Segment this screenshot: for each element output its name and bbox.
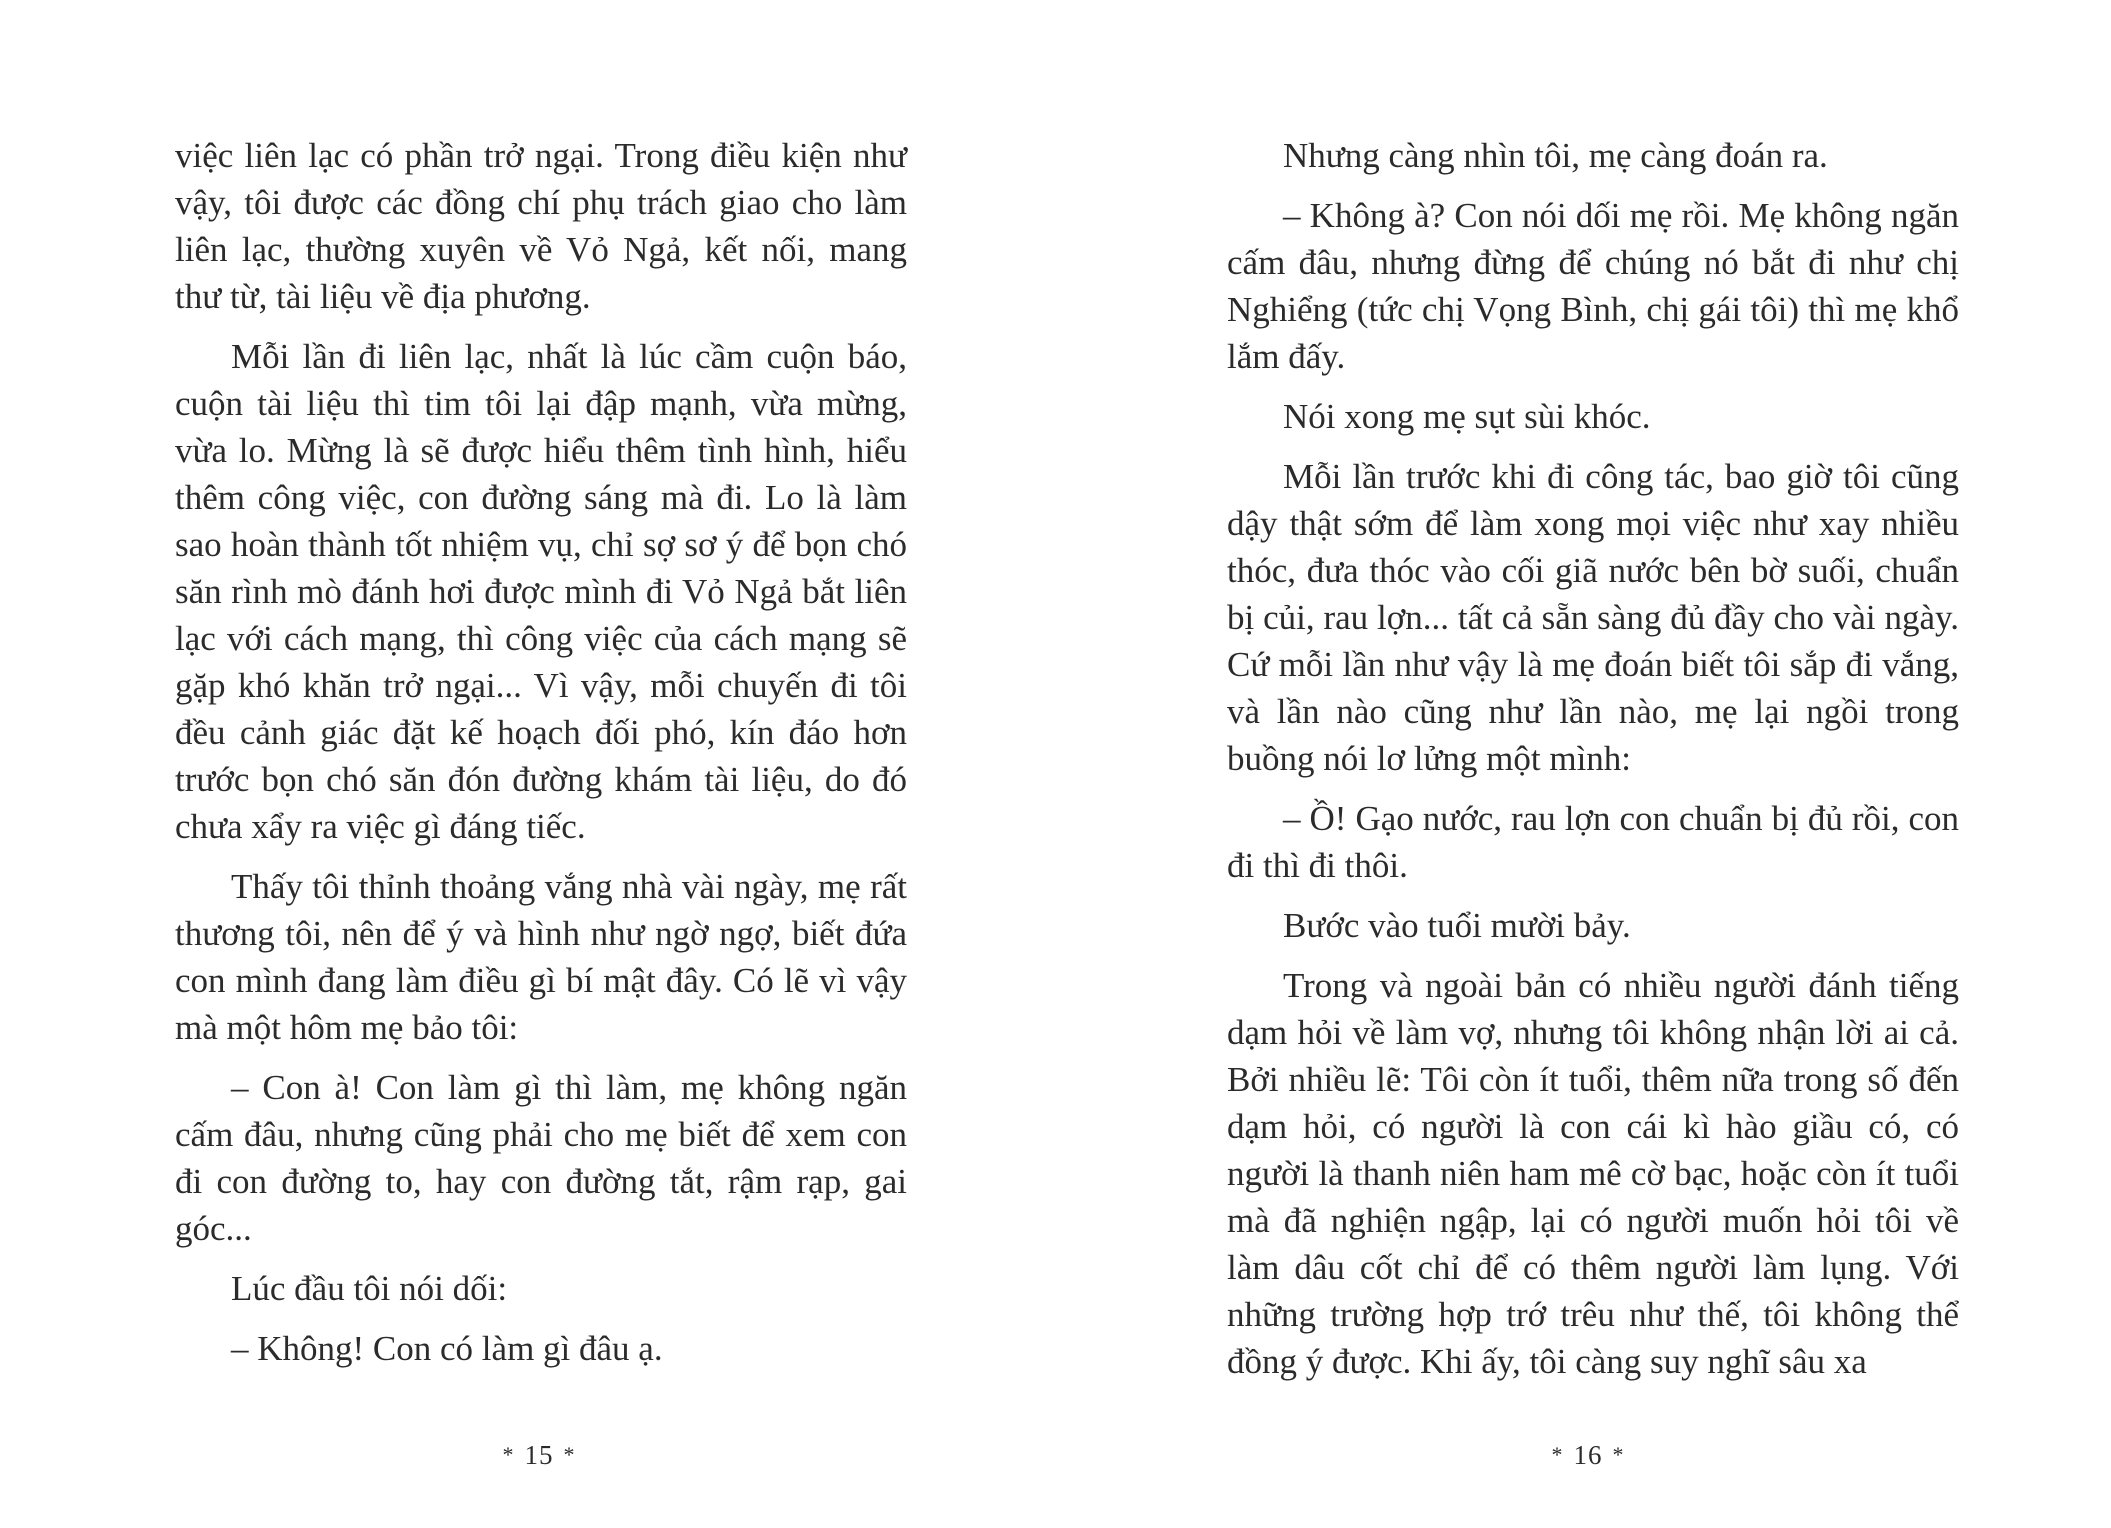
paragraph: việc liên lạc có phần trở ngại. Trong điều kiện như vậy, tôi được các đồng chí phụ trách giao cho làm liên lạc, thường xuyên về Vỏ Ngả, kết nối, mang thư từ, tài liệu về địa phương.: [175, 136, 907, 316]
paragraph: Mỗi lần trước khi đi công tác, bao giờ tôi cũng dậy thật sớm để làm xong mọi việc như xay nhiều thóc, đưa thóc vào cối giã nước bên bờ suối, chuẩn bị củi, rau lợn... tất cả sẵn sàng đủ đầy cho vài ngày. Cứ mỗi lần như vậy là mẹ đoán biết tôi sắp đi vắng, và lần nào cũng như lần nào, mẹ lại ngồi trong buồng nói lơ lửng một mình:: [1227, 457, 1959, 778]
right-page: [1056, 0, 2111, 1528]
paragraph: Bước vào tuổi mười bảy.: [1283, 906, 1631, 945]
paragraph: Lúc đầu tôi nói dối:: [231, 1269, 508, 1308]
paragraph: Nhưng càng nhìn tôi, mẹ càng đoán ra.: [1283, 136, 1828, 175]
dialogue-paragraph: – Con à! Con làm gì thì làm, mẹ không ngăn cấm đâu, nhưng cũng phải cho mẹ biết để xem con đi con đường to, hay con đường tắt, rậm rạp, gai góc...: [175, 1068, 907, 1248]
dialogue-paragraph: – Không à? Con nói dối mẹ rồi. Mẹ không ngăn cấm đâu, nhưng đừng để chúng nó bắt đi như chị Nghiểng (tức chị Vọng Bình, chị gái tôi) thì mẹ khổ lắm đấy.: [1227, 196, 1959, 376]
paragraph: Trong và ngoài bản có nhiều người đánh tiếng dạm hỏi về làm vợ, nhưng tôi không nhận lời ai cả. Bởi nhiều lẽ: Tôi còn ít tuổi, thêm nữa trong số đến dạm hỏi, có người là con cái kì hào giầu có, có người là thanh niên ham mê cờ bạc, hoặc còn ít tuổi mà đã nghiện ngập, lại có người muốn hỏi tôi về làm dâu cốt chỉ để có thêm người làm lụng. Với những trường hợp trớ trêu như thế, tôi không thể đồng ý được. Khi ấy, tôi càng suy nghĩ sâu xa: [1227, 966, 1959, 1381]
ornament-star-icon: *: [563, 1442, 576, 1467]
page-number-right: [1056, 1440, 2111, 1470]
right-page-text: [1227, 132, 1959, 1398]
paragraph: Thấy tôi thỉnh thoảng vắng nhà vài ngày, mẹ rất thương tôi, nên để ý và hình như ngờ ngợ, biết đứa con mình đang làm điều gì bí mật đây. Có lẽ vì vậy mà một hôm mẹ bảo tôi:: [175, 867, 907, 1047]
paragraph: Nói xong mẹ sụt sùi khóc.: [1283, 397, 1651, 436]
ornament-star-icon: *: [1612, 1442, 1625, 1467]
page-number-value: 16: [1573, 1440, 1603, 1470]
page-number-value: 15: [524, 1440, 554, 1470]
dialogue-paragraph: – Ồ! Gạo nước, rau lợn con chuẩn bị đủ rồi, con đi thì đi thôi.: [1227, 799, 1959, 885]
page-number-left: [0, 1440, 1078, 1470]
dialogue-paragraph: – Không! Con có làm gì đâu ạ.: [231, 1329, 663, 1368]
left-page-text: [175, 132, 907, 1385]
paragraph: Mỗi lần đi liên lạc, nhất là lúc cầm cuộn báo, cuộn tài liệu thì tim tôi lại đập mạnh, vừa mừng, vừa lo. Mừng là sẽ được hiểu thêm tình hình, hiểu thêm công việc, con đường sáng mà đi. Lo là làm sao hoàn thành tốt nhiệm vụ, chỉ sợ sơ ý để bọn chó săn rình mò đánh hơi được mình đi Vỏ Ngả bắt liên lạc với cách mạng, thì công việc của cách mạng sẽ gặp khó khăn trở ngại... Vì vậy, mỗi chuyến đi tôi đều cảnh giác đặt kế hoạch đối phó, kín đáo hơn trước bọn chó săn đón đường khám tài liệu, do đó chưa xẩy ra việc gì đáng tiếc.: [175, 337, 907, 846]
ornament-star-icon: *: [1551, 1442, 1564, 1467]
ornament-star-icon: *: [502, 1442, 515, 1467]
